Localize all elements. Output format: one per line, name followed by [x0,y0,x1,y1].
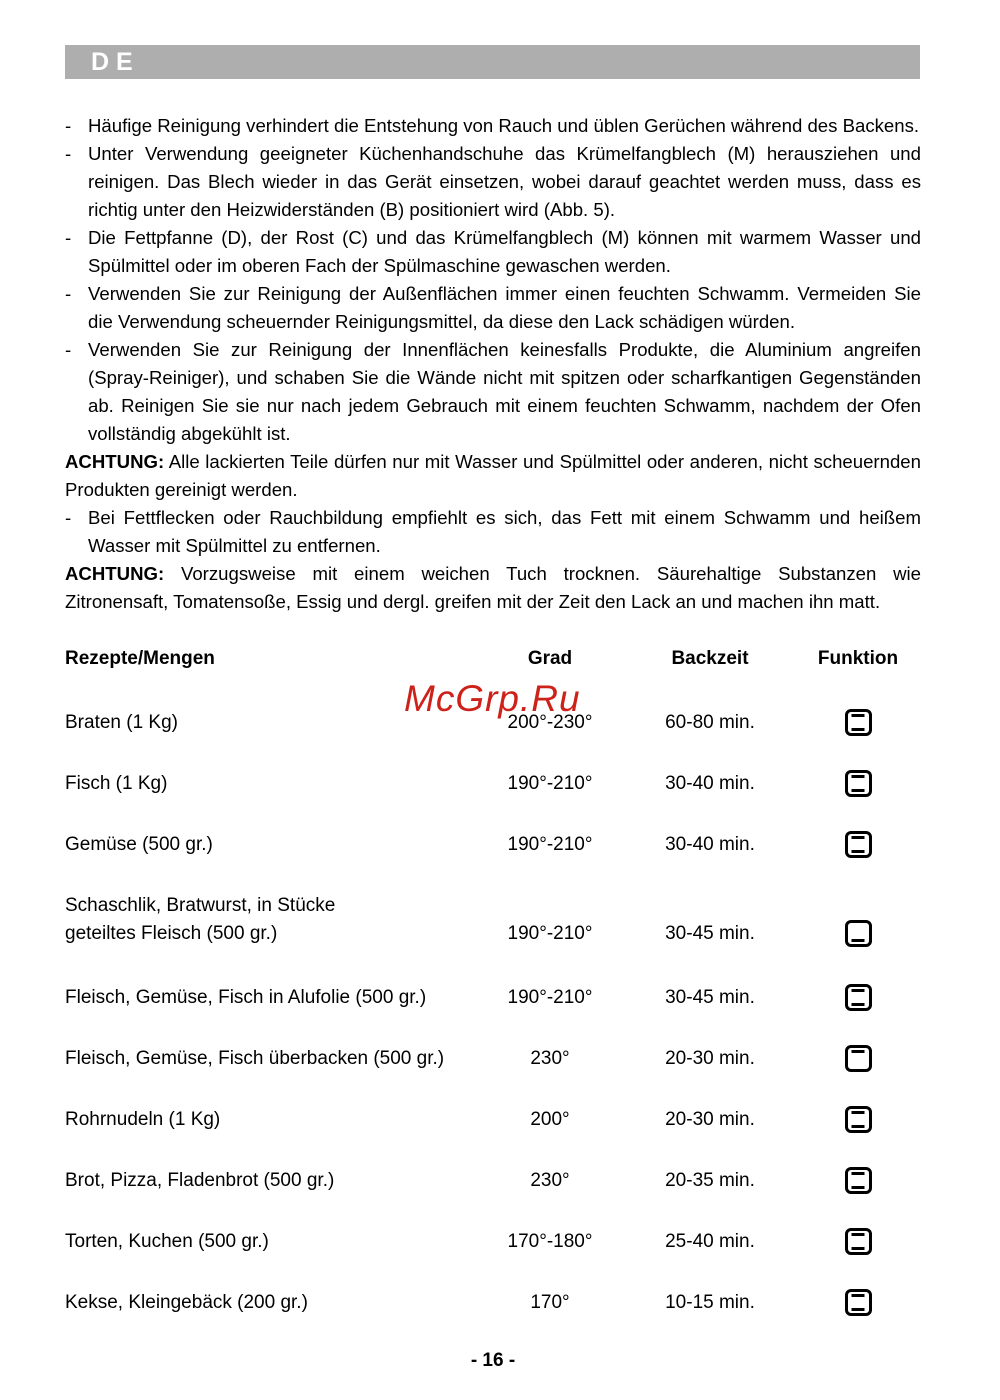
paragraph-text: Bei Fettflecken oder Rauchbildung empfiehlt es sich, das Fett mit einem Schwamm und heißem Wasser mit Spülmittel zu entfernen. [88,507,921,556]
bullet-paragraph [65,336,921,448]
backzeit-cell: 30-40 min. [665,834,755,855]
recipe-cell: Fleisch, Gemüse, Fisch überbacken (500 gr.) [65,1048,445,1069]
language-banner [65,45,920,79]
header-grad: Grad [527,648,573,669]
backzeit-cell: 30-45 min. [665,987,755,1008]
paragraph-text: Verwenden Sie zur Reinigung der Außenflächen immer einen feuchten Schwamm. Vermeiden Sie die Verwendung scheuernder Reinigungsmittel, da diese den Lack schädigen würden. [88,283,921,332]
grad-cell: 200°-230° [507,712,593,733]
page-number: - 16 - [470,1350,516,1371]
oven-function-icon [845,1289,872,1316]
recipe-cell: Torten, Kuchen (500 gr.) [65,1231,269,1252]
backzeit-cell: 25-40 min. [665,1231,755,1252]
oven-function-icon [845,1228,872,1255]
table-row [65,892,921,948]
backzeit-cell: 20-30 min. [665,1109,755,1130]
recipe-cell: Fleisch, Gemüse, Fisch in Alufolie (500 gr.) [65,987,427,1008]
backzeit-cell: 60-80 min. [665,712,755,733]
bullet-dash: - [65,507,72,528]
bullet-paragraph [65,224,921,280]
oven-function-icon [845,920,872,947]
cooking-table [65,645,921,1317]
paragraph-text: Unter Verwendung geeigneter Küchenhandschuhe das Krümelfangblech (M) herausziehen und reinigen. Das Blech wieder in das Gerät einsetzen, wobei darauf geachtet werden muss, dass es richtig unter den Heizwiderständen (B) positioniert wird (Abb. 5). [88,143,921,220]
table-row [65,770,921,798]
funktion-cell [795,770,921,798]
recipe-cell [65,892,475,948]
bullet-dash: - [65,339,72,360]
grad-cell: 190°-210° [507,987,593,1008]
recipe-line-2: geteiltes Fleisch (500 gr.) [65,923,278,944]
backzeit-cell: 30-40 min. [665,773,755,794]
cleaning-instructions [65,112,921,616]
bullet-paragraph [65,140,921,224]
header-funktion: Funktion [817,648,899,669]
grad-cell: 170°-180° [507,1231,593,1252]
grad-cell: 170° [530,1292,570,1313]
table-row [65,1045,921,1073]
bullet-dash: - [65,227,72,248]
funktion-cell [795,1167,921,1195]
oven-function-icon [845,831,872,858]
paragraph-text: Verwenden Sie zur Reinigung der Innenflächen keinesfalls Produkte, die Aluminium angreifen (Spray-Reiniger), und schaben Sie die Wände nicht mit spitzen oder scharfkantigen Gegenständen ab. Reinigen Sie sie nur nach jedem Gebrauch mit einem feuchten Schwamm, nachdem der Ofen vollständig abgekühlt ist. [88,339,921,444]
backzeit-cell: 10-15 min. [665,1292,755,1313]
oven-function-icon [845,984,872,1011]
funktion-cell [795,1289,921,1317]
oven-function-icon [845,1045,872,1072]
grad-cell: 200° [530,1109,570,1130]
table-row [65,831,921,859]
grad-cell: 190°-210° [507,923,593,944]
paragraph-text: Die Fettpfanne (D), der Rost (C) und das Krümelfangblech (M) können mit warmem Wasser und Spülmittel oder im oberen Fach der Spülmaschine gewaschen werden. [88,227,921,276]
grad-cell: 190°-210° [507,773,593,794]
recipe-cell: Kekse, Kleingebäck (200 gr.) [65,1292,308,1313]
attention-label: ACHTUNG: [65,451,165,472]
attention-paragraph [65,560,921,616]
recipe-cell: Rohrnudeln (1 Kg) [65,1109,221,1130]
funktion-cell [795,709,921,737]
recipe-cell: Braten (1 Kg) [65,712,178,733]
header-recipe: Rezepte/Mengen [65,648,215,669]
bullet-dash: - [65,115,72,136]
grad-cell: 230° [530,1170,570,1191]
recipe-cell: Fisch (1 Kg) [65,773,168,794]
table-row [65,1228,921,1256]
language-label: DE [91,48,140,76]
backzeit-cell: 30-45 min. [665,923,755,944]
table-row [65,1289,921,1317]
table-header-row [65,645,921,673]
funktion-cell [795,1106,921,1134]
recipe-cell: Gemüse (500 gr.) [65,834,213,855]
paragraph-text: Häufige Reinigung verhindert die Entstehung von Rauch und üblen Gerüchen während des Backens. [88,115,920,136]
bullet-paragraph [65,112,921,140]
oven-function-icon [845,1106,872,1133]
bullet-dash: - [65,283,72,304]
paragraph-text: Alle lackierten Teile dürfen nur mit Wasser und Spülmittel oder anderen, nicht scheuernden Produkten gereinigt werden. [65,451,921,500]
funktion-cell [795,1228,921,1256]
oven-function-icon [845,1167,872,1194]
funktion-cell [795,1045,921,1073]
attention-label: ACHTUNG: [65,563,165,584]
bullet-dash: - [65,143,72,164]
oven-function-icon [845,709,872,736]
attention-paragraph [65,448,921,504]
funktion-cell [795,920,921,948]
mcgrp-watermark: McGrp.Ru [404,678,581,719]
funktion-cell [795,984,921,1012]
bullet-paragraph [65,504,921,560]
table-row [65,984,921,1012]
backzeit-cell: 20-35 min. [665,1170,755,1191]
funktion-cell [795,831,921,859]
oven-function-icon [845,770,872,797]
table-row [65,1167,921,1195]
table-row [65,1106,921,1134]
header-backzeit: Backzeit [671,648,749,669]
recipe-cell: Brot, Pizza, Fladenbrot (500 gr.) [65,1170,335,1191]
backzeit-cell: 20-30 min. [665,1048,755,1069]
recipe-line-1: Schaschlik, Bratwurst, in Stücke [65,895,336,916]
grad-cell: 190°-210° [507,834,593,855]
grad-cell: 230° [530,1048,570,1069]
bullet-paragraph [65,280,921,336]
paragraph-text: Vorzugsweise mit einem weichen Tuch trocknen. Säurehaltige Substanzen wie Zitronensaft, Tomatensoße, Essig und dergl. greifen mit der Zeit den Lack an und machen ihn matt. [65,563,921,612]
